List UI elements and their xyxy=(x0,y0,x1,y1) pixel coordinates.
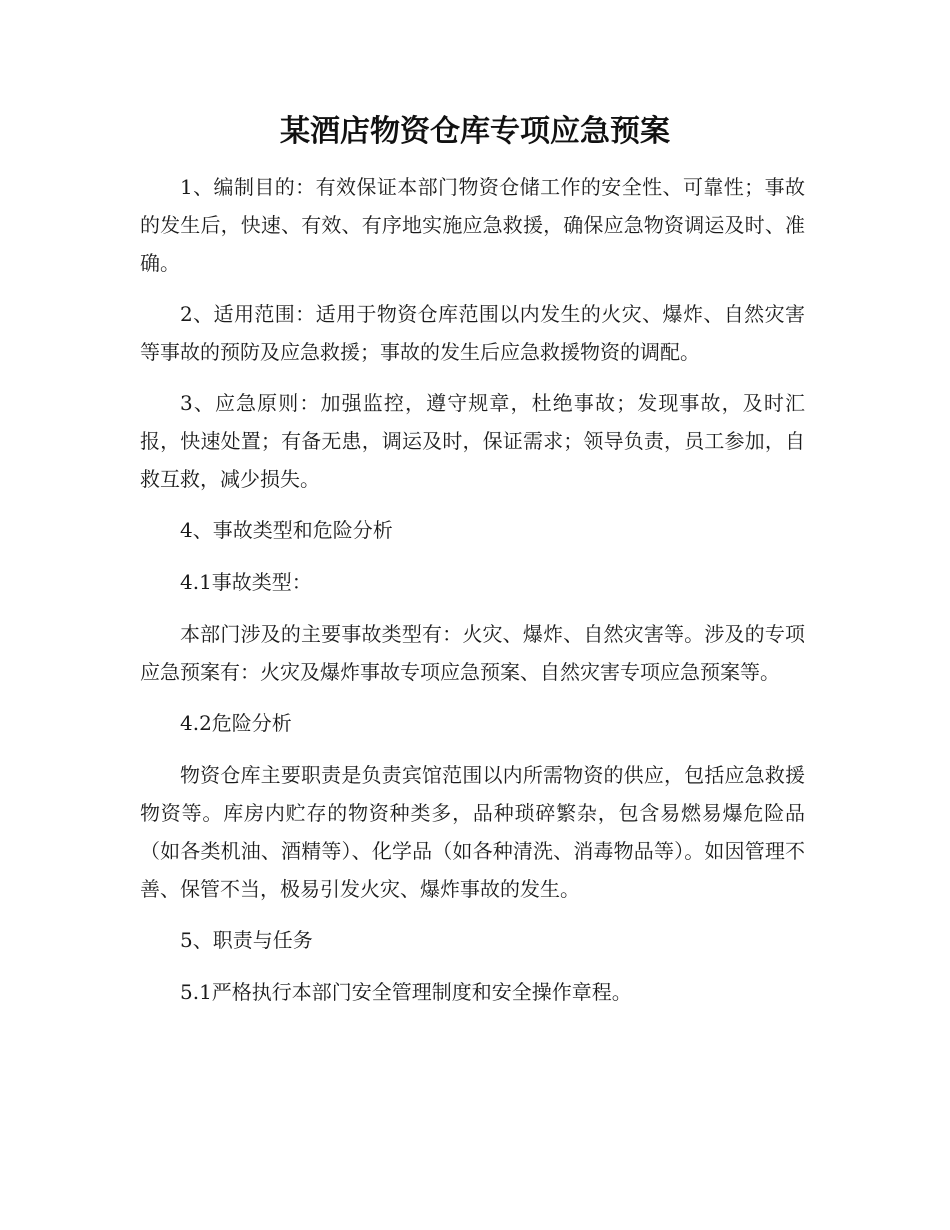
paragraph-accident-types: 本部门涉及的主要事故类型有：火灾、爆炸、自然灾害等。涉及的专项应急预案有：火灾及爆炸事故专项应急预案、自然灾害专项应急预案等。 xyxy=(140,622,805,684)
heading-duties-tasks: 5、职责与任务 xyxy=(180,928,313,952)
paragraph-duty-5-1: 5.1严格执行本部门安全管理制度和安全操作章程。 xyxy=(180,980,632,1004)
paragraph-scope: 2、适用范围：适用于物资仓库范围以内发生的火灾、爆炸、自然灾害等事故的预防及应急救援；事故的发生后应急救援物资的调配。 xyxy=(140,302,805,364)
paragraph-purpose: 1、编制目的：有效保证本部门物资仓储工作的安全性、可靠性；事故的发生后，快速、有效、有序地实施应急救援，确保应急物资调运及时、准确。 xyxy=(140,175,805,275)
heading-accident-types: 4.1事故类型： xyxy=(180,570,312,594)
heading-accident-types-risk: 4、事故类型和危险分析 xyxy=(180,518,393,542)
heading-risk-analysis: 4.2危险分析 xyxy=(180,711,292,735)
paragraph-principles: 3、应急原则：加强监控，遵守规章，杜绝事故；发现事故，及时汇报，快速处置；有备无患，调运及时，保证需求；领导负责，员工参加，自救互救，减少损失。 xyxy=(140,391,805,491)
document-title: 某酒店物资仓库专项应急预案 xyxy=(280,114,670,149)
document-body xyxy=(140,168,805,1025)
paragraph-risk-analysis: 物资仓库主要职责是负责宾馆范围以内所需物资的供应，包括应急救援物资等。库房内贮存的物资种类多，品种琐碎繁杂，包含易燃易爆危险品（如各类机油、酒精等）、化学品（如各种清洗、消毒物品等）。如因管理不善、保管不当，极易引发火灾、爆炸事故的发生。 xyxy=(140,763,805,901)
